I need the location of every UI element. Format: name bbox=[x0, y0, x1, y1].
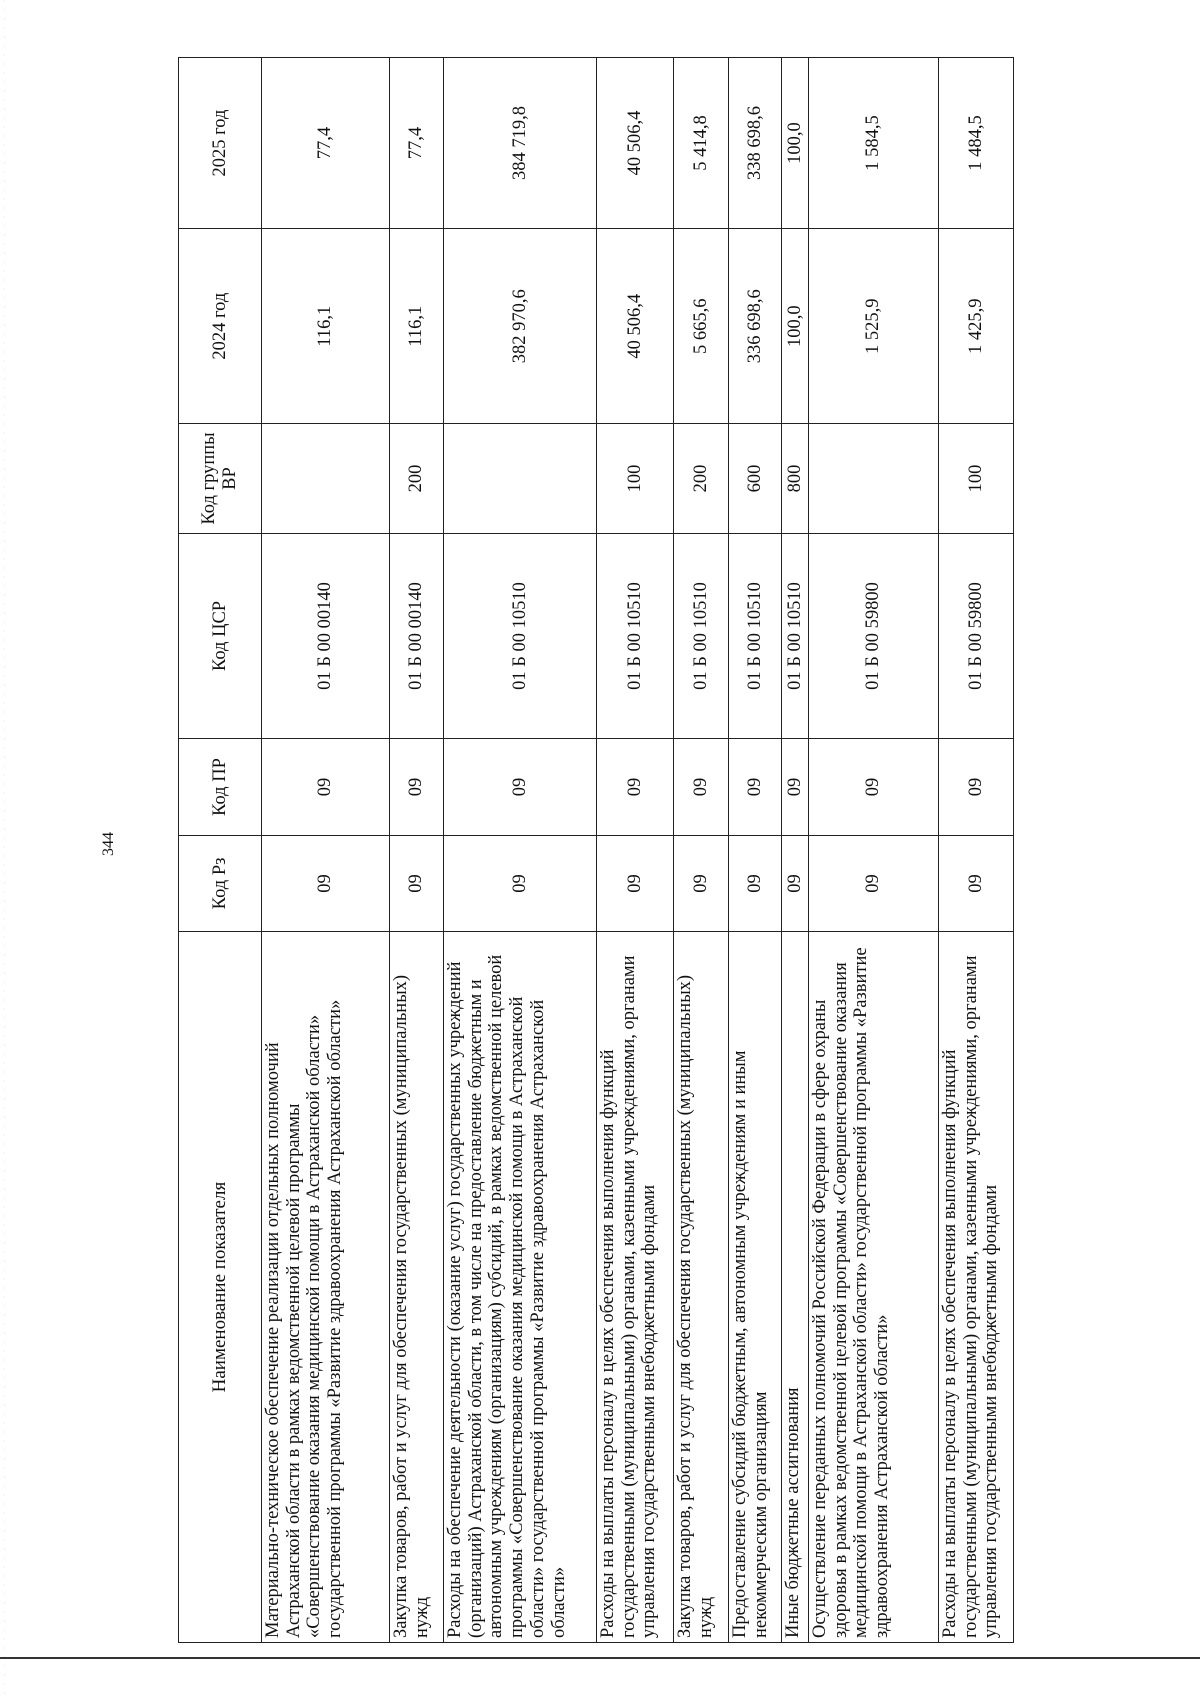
header-name: Наименование показателя bbox=[179, 932, 262, 1643]
row-vr: 200 bbox=[674, 424, 729, 533]
row-pr: 09 bbox=[674, 739, 729, 835]
row-rz: 09 bbox=[390, 835, 444, 931]
row-2024: 336 698,6 bbox=[729, 229, 782, 424]
header-rz: Код Рз bbox=[179, 835, 262, 931]
row-rz: 09 bbox=[444, 835, 597, 931]
table-row bbox=[729, 58, 782, 1643]
row-csr: 01 Б 00 59800 bbox=[939, 533, 1014, 739]
row-2024: 100,0 bbox=[782, 229, 809, 424]
page-number: 344 bbox=[100, 832, 117, 856]
budget-table bbox=[178, 57, 1014, 1643]
table-row bbox=[782, 58, 809, 1643]
table-frame bbox=[178, 57, 1113, 1643]
row-csr: 01 Б 00 10510 bbox=[782, 533, 809, 739]
row-2025: 100,0 bbox=[782, 58, 809, 229]
row-2025: 1 484,5 bbox=[939, 58, 1014, 229]
row-2025: 338 698,6 bbox=[729, 58, 782, 229]
table-row bbox=[597, 58, 674, 1643]
row-2025: 40 506,4 bbox=[597, 58, 674, 229]
header-vr: Код группы ВР bbox=[179, 424, 262, 533]
row-vr bbox=[809, 424, 939, 533]
row-vr: 100 bbox=[597, 424, 674, 533]
row-rz: 09 bbox=[782, 835, 809, 931]
row-name: Закупка товаров, работ и услуг для обеспечения государственных (муниципальных) нужд bbox=[390, 932, 444, 1643]
row-name: Предоставление субсидий бюджетным, автономным учреждениям и иным некоммерческим организациям bbox=[729, 932, 782, 1643]
row-name: Иные бюджетные ассигнования bbox=[782, 932, 809, 1643]
row-vr: 800 bbox=[782, 424, 809, 533]
row-2024: 40 506,4 bbox=[597, 229, 674, 424]
page-bottom-rule bbox=[0, 1657, 1200, 1659]
scan-artifact bbox=[4, 0, 5, 1697]
row-2025: 5 414,8 bbox=[674, 58, 729, 229]
row-vr: 600 bbox=[729, 424, 782, 533]
table-row bbox=[262, 58, 390, 1643]
row-pr: 09 bbox=[390, 739, 444, 835]
row-csr: 01 Б 00 10510 bbox=[729, 533, 782, 739]
row-name: Расходы на выплаты персоналу в целях обеспечения выполнения функций государственными (муниципальными) органами, казенными учреждениями, органами управления государственными внебюджетными фондами bbox=[939, 932, 1014, 1643]
row-2024: 1 525,9 bbox=[809, 229, 939, 424]
header-2025: 2025 год bbox=[179, 58, 262, 229]
row-pr: 09 bbox=[729, 739, 782, 835]
table-header-row bbox=[179, 58, 262, 1643]
row-csr: 01 Б 00 10510 bbox=[444, 533, 597, 739]
row-vr bbox=[262, 424, 390, 533]
table-row bbox=[390, 58, 444, 1643]
row-rz: 09 bbox=[597, 835, 674, 931]
row-csr: 01 Б 00 10510 bbox=[597, 533, 674, 739]
row-rz: 09 bbox=[939, 835, 1014, 931]
header-csr: Код ЦСР bbox=[179, 533, 262, 739]
row-csr: 01 Б 00 10510 bbox=[674, 533, 729, 739]
row-pr: 09 bbox=[262, 739, 390, 835]
row-pr: 09 bbox=[782, 739, 809, 835]
row-rz: 09 bbox=[809, 835, 939, 931]
row-csr: 01 Б 00 00140 bbox=[262, 533, 390, 739]
row-pr: 09 bbox=[597, 739, 674, 835]
row-name: Расходы на выплаты персоналу в целях обеспечения выполнения функций государственными (муниципальными) органами, казенными учреждениями, органами управления государственными внебюджетными фондами bbox=[597, 932, 674, 1643]
header-pr: Код ПР bbox=[179, 739, 262, 835]
table-row bbox=[444, 58, 597, 1643]
row-2024: 1 425,9 bbox=[939, 229, 1014, 424]
row-pr: 09 bbox=[809, 739, 939, 835]
row-name: Материально-техническое обеспечение реализации отдельных полномочий Астраханской области в рамках ведомственной целевой программы «Совершенствование оказания медицинской помощи в Астраханской области» государственной программы «Развитие здравоохранения Астраханской области» bbox=[262, 932, 390, 1643]
row-csr: 01 Б 00 00140 bbox=[390, 533, 444, 739]
row-name: Закупка товаров, работ и услуг для обеспечения государственных (муниципальных) нужд bbox=[674, 932, 729, 1643]
rotated-sheet bbox=[178, 57, 1113, 1643]
row-rz: 09 bbox=[674, 835, 729, 931]
row-2024: 5 665,6 bbox=[674, 229, 729, 424]
row-pr: 09 bbox=[444, 739, 597, 835]
row-vr bbox=[444, 424, 597, 533]
row-csr: 01 Б 00 59800 bbox=[809, 533, 939, 739]
row-name: Расходы на обеспечение деятельности (оказание услуг) государственных учреждений (организаций) Астраханской области, в том числе на предоставление бюджетным и автономным учреждениям (организациям) субсидий, в рамках ведомственной целевой программы «Совершенствование оказания медицинской помощи в Астраханской области» государственной программы «Развитие здравоохранения Астраханской области» bbox=[444, 932, 597, 1643]
row-2025: 384 719,8 bbox=[444, 58, 597, 229]
table-row bbox=[939, 58, 1014, 1643]
row-name: Осуществление переданных полномочий Российской Федерации в сфере охраны здоровья в рамках ведомственной целевой программы «Совершенствование оказания медицинской помощи в Астраханской области» государственной программы «Развитие здравоохранения Астраханской области» bbox=[809, 932, 939, 1643]
row-rz: 09 bbox=[262, 835, 390, 931]
row-pr: 09 bbox=[939, 739, 1014, 835]
row-2024: 382 970,6 bbox=[444, 229, 597, 424]
row-vr: 200 bbox=[390, 424, 444, 533]
row-2024: 116,1 bbox=[390, 229, 444, 424]
row-2025: 77,4 bbox=[262, 58, 390, 229]
row-2025: 77,4 bbox=[390, 58, 444, 229]
header-2024: 2024 год bbox=[179, 229, 262, 424]
table-row bbox=[809, 58, 939, 1643]
row-2025: 1 584,5 bbox=[809, 58, 939, 229]
row-rz: 09 bbox=[729, 835, 782, 931]
table-row bbox=[674, 58, 729, 1643]
row-vr: 100 bbox=[939, 424, 1014, 533]
row-2024: 116,1 bbox=[262, 229, 390, 424]
